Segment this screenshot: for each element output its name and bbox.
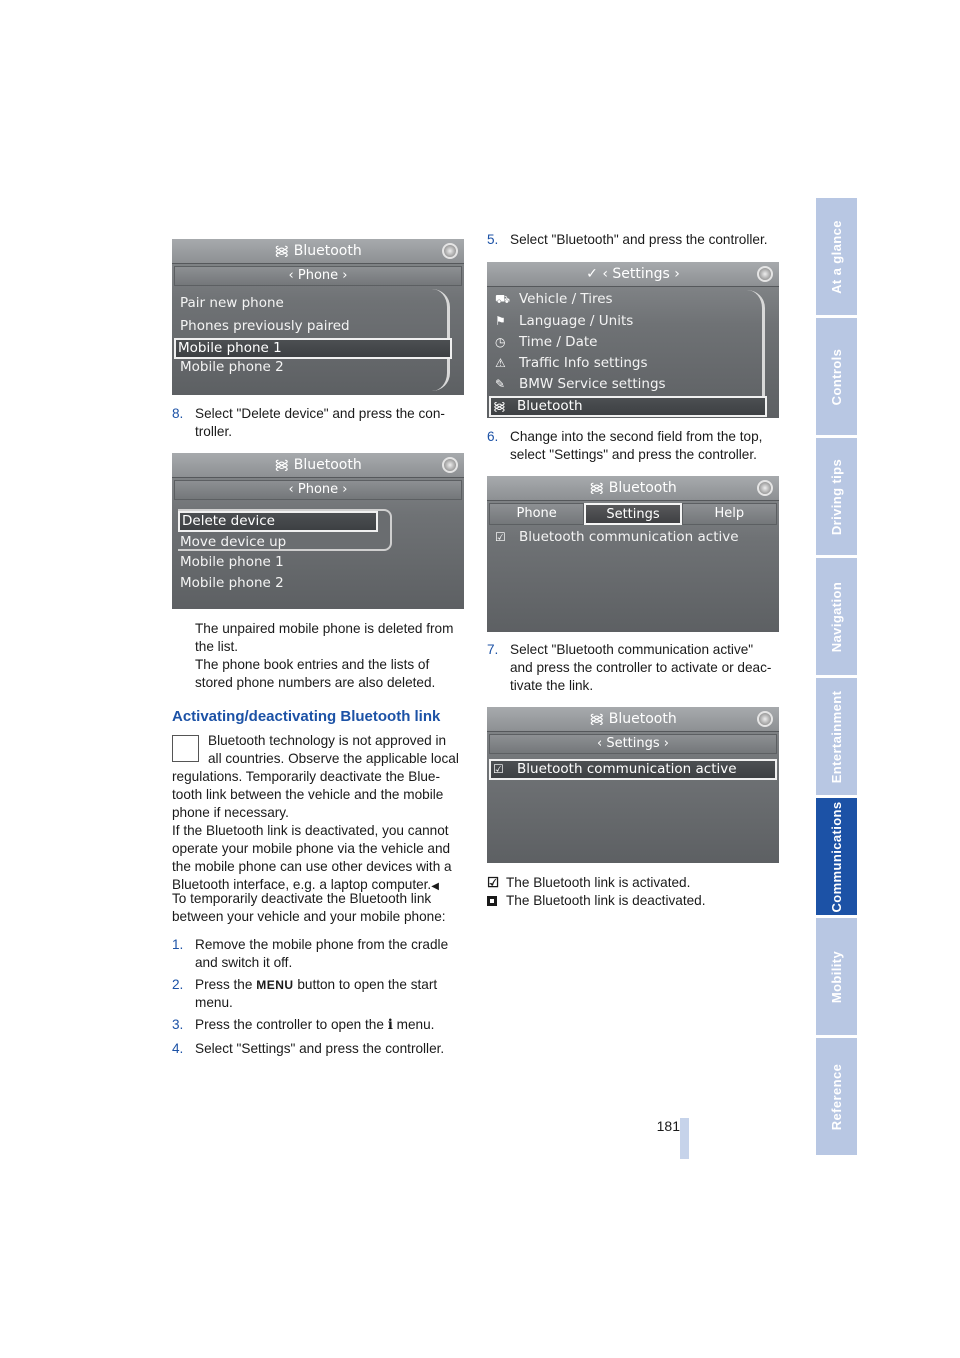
menu-item[interactable]: Move device up	[180, 534, 287, 550]
clock-icon: ◷	[495, 335, 506, 349]
unpaired-text: The unpaired mobile phone is deleted from the list.	[195, 621, 454, 654]
menu-item[interactable]: Pair new phone	[180, 295, 284, 311]
bluetooth-icon: ᯼	[493, 399, 506, 413]
note-text: all countries. Observe the applicable local regulations. Temporarily deactivate the Blue- tooth link between the vehicle and the mobile phone if necessary.	[172, 751, 459, 820]
tab-entertainment[interactable]: Entertainment	[816, 678, 857, 797]
bluetooth-icon: ᯼	[589, 711, 609, 727]
step-4: 4. Select "Settings" and press the controller.	[172, 1041, 445, 1056]
screen-bluetooth-communication	[487, 707, 779, 863]
menu-item[interactable]: Mobile phone 1	[180, 554, 284, 570]
page-bar	[680, 1118, 689, 1159]
warning-icon: ⚠	[495, 356, 506, 370]
menu-item[interactable]: Phones previously paired	[180, 318, 350, 334]
tab-at-a-glance[interactable]: At a glance	[816, 198, 857, 317]
menu-button-icon: MENU	[256, 978, 294, 992]
tab-reference[interactable]: Reference	[816, 1038, 857, 1157]
screen-bluetooth-settings-tab	[487, 476, 779, 632]
end-mark-icon: ◀	[431, 881, 439, 892]
controller-knob-icon	[442, 243, 458, 259]
checkmark-icon: ☑	[493, 762, 504, 776]
tab-mobility[interactable]: Mobility	[816, 918, 857, 1037]
screen-subtitle: ‹ Phone ›	[174, 266, 462, 286]
car-icon: ⛟	[495, 292, 511, 306]
menu-item-selected[interactable]: ☑ Bluetooth communication active	[489, 759, 777, 780]
controller-knob-icon	[757, 480, 773, 496]
phonebook-text: The phone book entries and the lists of stored phone numbers are also deleted.	[195, 657, 436, 690]
legend-deactivated: The Bluetooth link is deactivated.	[487, 892, 779, 910]
tab-help[interactable]: Help	[682, 503, 777, 525]
controller-knob-icon	[757, 266, 773, 282]
screen-subtitle: ‹ Settings ›	[489, 734, 777, 754]
step-6: 6. Change into the second field from the top, select "Settings" and press the controller.	[487, 429, 763, 462]
screen-bluetooth-delete-device	[172, 453, 464, 609]
step-5: 5. Select "Bluetooth" and press the controller.	[487, 232, 768, 247]
section-title: Activating/deactivating Bluetooth link	[172, 708, 441, 725]
menu-item[interactable]: ☑ Bluetooth communication active	[493, 527, 759, 548]
screen-subtitle: ‹ Phone ›	[174, 480, 462, 500]
screen-bluetooth-phone-list	[172, 239, 464, 395]
step-1: 1. Remove the mobile phone from the cradle and switch it off.	[172, 937, 449, 970]
info-i-icon: i	[387, 1017, 393, 1033]
settings-icon: ✓	[586, 266, 603, 282]
tab-communications[interactable]: Communications	[816, 798, 857, 917]
menu-item-selected[interactable]: ᯼ Bluetooth	[489, 396, 767, 417]
menu-item[interactable]: Mobile phone 2	[180, 575, 284, 591]
step-3: 3. Press the controller to open the i menu.	[172, 1017, 435, 1033]
screen-title: Bluetooth	[608, 480, 677, 496]
menu-item[interactable]: ◷ Time / Date	[493, 332, 759, 353]
bluetooth-icon: ᯼	[274, 243, 294, 259]
empty-box-icon	[487, 896, 497, 906]
legend-activated: ☑ The Bluetooth link is activated.	[487, 875, 691, 890]
tab-phone[interactable]: Phone	[489, 503, 584, 525]
menu-item[interactable]: ⛟ Vehicle / Tires	[493, 289, 759, 310]
tab-settings[interactable]: Settings	[584, 503, 681, 525]
service-icon: ✎	[495, 377, 506, 391]
screen-title: ‹ Settings ›	[602, 266, 680, 282]
note-text-continued: If the Bluetooth link is deactivated, you cannot operate your mobile phone via the vehicle and the mobile phone can use other devices with a Bluetooth interface, e.g. a laptop computer.◀	[172, 823, 452, 892]
tab-navigation[interactable]: Navigation	[816, 558, 857, 677]
menu-item[interactable]: ⚑ Language / Units	[493, 311, 759, 332]
tab-row	[489, 503, 777, 525]
flag-icon: ⚑	[495, 314, 506, 328]
checked-box-icon: ☑	[487, 875, 500, 890]
tab-driving-tips[interactable]: Driving tips	[816, 438, 857, 557]
step-8: 8. Select "Delete device" and press the con- troller.	[172, 406, 445, 439]
bluetooth-icon: ᯼	[589, 480, 609, 496]
screen-title: Bluetooth	[293, 243, 362, 259]
menu-item-selected[interactable]: Mobile phone 1	[174, 338, 452, 359]
screen-settings-menu	[487, 262, 779, 418]
menu-item[interactable]: Mobile phone 2	[180, 359, 284, 375]
controller-knob-icon	[757, 711, 773, 727]
menu-item-selected[interactable]: Delete device	[178, 511, 378, 532]
menu-item[interactable]: ⚠ Traffic Info settings	[493, 353, 759, 374]
controller-knob-icon	[442, 457, 458, 473]
screen-title: Bluetooth	[293, 457, 362, 473]
screen-title: Bluetooth	[608, 711, 677, 727]
checkmark-icon: ☑	[495, 530, 506, 544]
note-text-first-line: Bluetooth technology is not approved in	[208, 733, 447, 748]
step-2: 2. Press the MENU button to open the start menu.	[172, 977, 438, 1010]
page-number: 181	[656, 1118, 680, 1134]
tab-controls[interactable]: Controls	[816, 318, 857, 437]
bluetooth-icon: ᯼	[274, 457, 294, 473]
menu-item[interactable]: ✎ BMW Service settings	[493, 374, 759, 395]
intro-text: To temporarily deactivate the Bluetooth link between your vehicle and your mobile phone:	[172, 891, 446, 924]
step-7: 7. Select "Bluetooth communication active" and press the controller to activate or deac- tivate the link.	[487, 642, 772, 693]
